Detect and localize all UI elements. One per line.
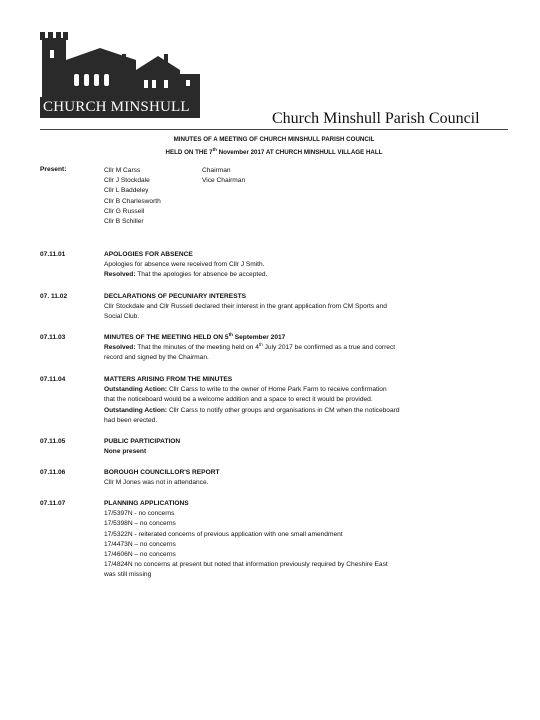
resolved-text-sup: th — [258, 342, 263, 348]
item-number: 07.11.05 — [40, 438, 66, 445]
outstanding-action — [104, 406, 508, 416]
logo-text: CHURCH MINSHULL — [40, 97, 200, 118]
item-number: 07.11.01 — [40, 251, 66, 258]
present-members — [104, 166, 161, 227]
item-text: record and signed by the Chairman. — [104, 354, 209, 362]
planning-line: 17/4473N – no concerns — [104, 540, 176, 548]
item-text: None present — [104, 448, 147, 456]
item-text: that the noticeboard would be a welcome addition and a space to erect it would be provided. — [104, 396, 373, 404]
outstanding-action — [104, 385, 508, 395]
resolved-text-post: July 2017 be confirmed as a true and correct — [262, 344, 396, 352]
item-title — [104, 333, 508, 343]
heading-line-2-post: November 2017 AT CHURCH MINSHULL VILLAGE HALL — [216, 149, 383, 157]
planning-line: 17/5397N - no concerns — [104, 510, 175, 518]
church-silhouette-icon — [40, 30, 200, 100]
council-name: Church Minshull Parish Council — [272, 110, 480, 127]
title-pre: MINUTES OF THE MEETING HELD ON 5 — [104, 334, 229, 341]
church-minshull-logo — [40, 30, 200, 118]
resolved-label: Resolved: — [104, 344, 136, 352]
item-number: 07.11.06 — [40, 469, 66, 476]
member-name: Cllr B Charlesworth — [104, 197, 161, 205]
item-resolution — [104, 343, 508, 353]
item-number: 07.11.03 — [40, 334, 66, 341]
resolved-text-pre: That the minutes of the meeting held on 4 — [135, 344, 259, 352]
member-name: Cllr M Carss — [104, 167, 141, 174]
title-post: September 2017 — [232, 334, 286, 341]
item-number: 07. 11.02 — [40, 293, 68, 300]
planning-line: 17/5322N - reiterated concerns of previous application with one small amendment — [104, 530, 343, 538]
item-title: PLANNING APPLICATIONS — [104, 500, 189, 507]
member-name: Cllr G Russell — [104, 207, 145, 215]
item-title: DECLARATIONS OF PECUNIARY INTERESTS — [104, 293, 247, 300]
planning-line: 17/5398N – no concerns — [104, 520, 176, 528]
item-number: 07.11.07 — [40, 500, 66, 507]
heading-line-2-pre: HELD ON THE 7 — [165, 149, 213, 157]
item-text: Cllr Stockdale and Cllr Russell declared their interest in the grant application from CM Sports and — [104, 303, 387, 311]
action-label: Outstanding Action: — [104, 406, 168, 414]
heading-line-2 — [40, 145, 508, 158]
present-roles — [202, 166, 245, 186]
item-text: Cllr M Jones was not in attendance. — [104, 479, 209, 487]
resolved-label: Resolved: — [104, 271, 136, 279]
heading-line-2-sup: th — [212, 147, 217, 152]
item-text: had been erected. — [104, 416, 158, 424]
action-label: Outstanding Action: — [104, 386, 168, 394]
planning-line: was still missing — [104, 571, 152, 579]
item-number: 07.11.04 — [40, 376, 66, 383]
minutes-heading — [40, 135, 508, 158]
item-title: MATTERS ARISING FROM THE MINUTES — [104, 376, 233, 383]
member-name: Cllr L Baddeley — [104, 187, 149, 195]
member-name: Cllr J Stockdale — [104, 177, 150, 185]
heading-line-1: MINUTES OF A MEETING OF CHURCH MINSHULL PARISH COUNCIL — [173, 136, 375, 143]
member-role: Vice Chairman — [202, 177, 246, 185]
title-sup: th — [228, 331, 233, 337]
planning-line: 17/4606N – no concerns — [104, 551, 176, 559]
item-title: APOLOGIES FOR ABSENCE — [104, 251, 193, 258]
action-text: Cllr Carss to write to the owner of Home Park Farm to receive confirmation — [167, 386, 387, 394]
item-title: PUBLIC PARTICIPATION — [104, 438, 181, 445]
item-text: Apologies for absence were received from Cllr J Smith. — [104, 261, 265, 269]
member-role: Chairman — [202, 167, 231, 174]
member-name: Cllr B Schiller — [104, 218, 144, 226]
header-rule — [40, 129, 508, 130]
action-text: Cllr Carss to notify other groups and organisations in CM when the noticeboard — [167, 406, 400, 414]
resolved-text: That the apologies for absence be accepted. — [135, 271, 268, 279]
present-label: Present: — [40, 166, 67, 173]
item-text: Social Club. — [104, 313, 140, 321]
item-resolution — [104, 270, 508, 280]
item-title: BOROUGH COUNCILLOR'S REPORT — [104, 469, 220, 476]
planning-line: 17/4824N no concerns at present but noted that information previously required by Cheshire East — [104, 561, 388, 569]
